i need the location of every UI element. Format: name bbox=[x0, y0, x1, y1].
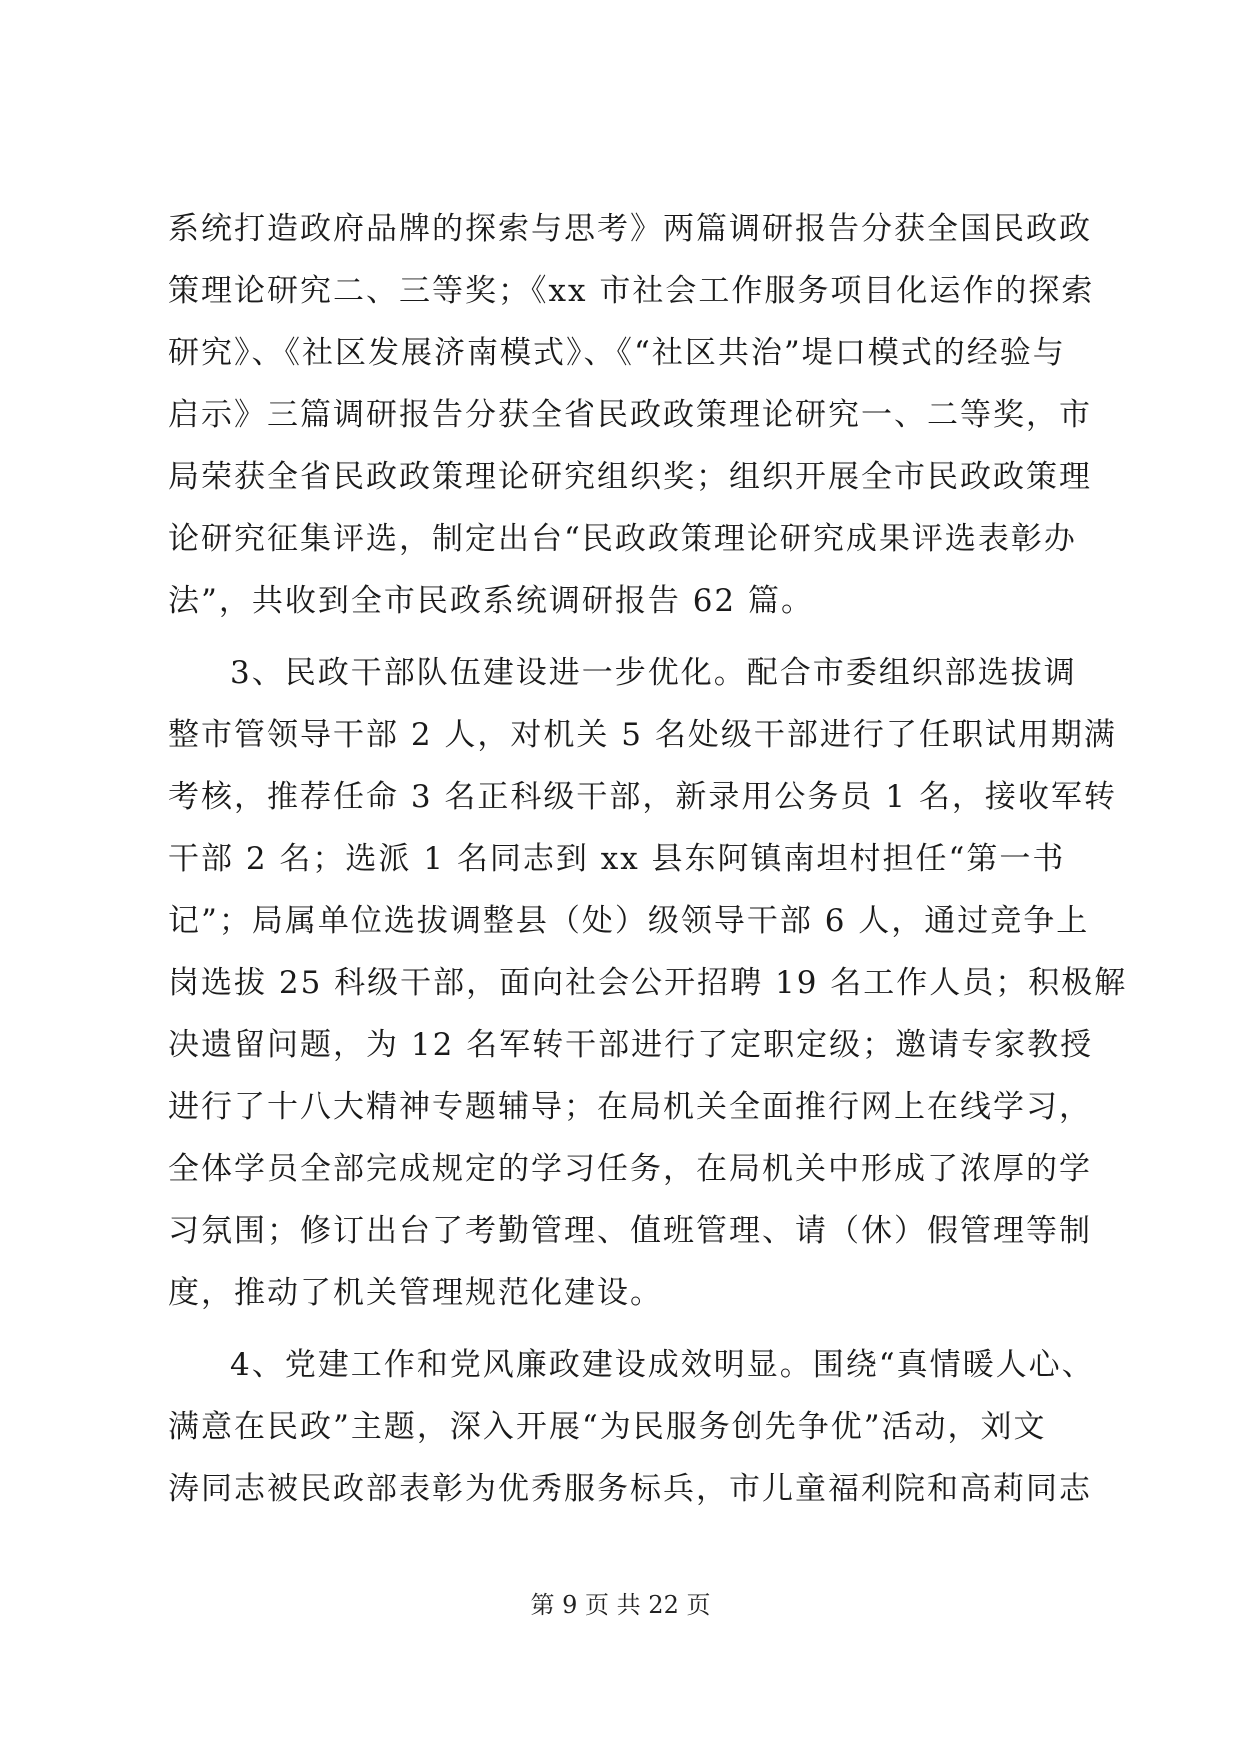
paragraph-4-start: 4、党建工作和党风廉政建设成效明显。围绕“真情暖人心、 bbox=[230, 1347, 1095, 1383]
paragraph-3-start: 3、民政干部队伍建设进一步优化。配合市委组织部选拔调 bbox=[230, 655, 1077, 691]
text-line: 岗选拔 25 科级干部，面向社会公开招聘 19 名工作人员；积极解 bbox=[168, 965, 1128, 1001]
text-line: 决遗留问题，为 12 名军转干部进行了定职定级；邀请专家教授 bbox=[168, 1027, 1094, 1063]
text-line: 研究》、《社区发展济南模式》、《“社区共治”堤口模式的经验与 bbox=[168, 335, 1066, 371]
text-line: 全体学员全部完成规定的学习任务，在局机关中形成了浓厚的学 bbox=[168, 1151, 1092, 1187]
text-line: 系统打造政府品牌的探索与思考》两篇调研报告分获全国民政政 bbox=[168, 211, 1092, 247]
text-line: 满意在民政”主题，深入开展“为民服务创先争优”活动，刘文 bbox=[168, 1409, 1047, 1445]
page-number-footer: 第 9 页 共 22 页 bbox=[530, 1591, 711, 1619]
text-line: 考核，推荐任命 3 名正科级干部，新录用公务员 1 名，接收军转 bbox=[168, 779, 1117, 815]
text-line: 局荣获全省民政政策理论研究组织奖；组织开展全市民政政策理 bbox=[168, 459, 1092, 495]
text-line: 习氛围；修订出台了考勤管理、值班管理、请（休）假管理等制 bbox=[168, 1213, 1092, 1249]
text-line: 整市管领导干部 2 人，对机关 5 名处级干部进行了任职试用期满 bbox=[168, 717, 1117, 753]
text-line: 涛同志被民政部表彰为优秀服务标兵，市儿童福利院和高莉同志 bbox=[168, 1471, 1092, 1507]
body-text bbox=[168, 198, 1128, 1520]
text-line: 进行了十八大精神专题辅导；在局机关全面推行网上在线学习， bbox=[168, 1089, 1092, 1125]
text-line: 论研究征集评选，制定出台“民政政策理论研究成果评选表彰办 bbox=[168, 521, 1077, 557]
text-line: 度，推动了机关管理规范化建设。 bbox=[168, 1275, 663, 1311]
text-line: 启示》三篇调研报告分获全省民政政策理论研究一、二等奖，市 bbox=[168, 397, 1092, 433]
text-line: 记”；局属单位选拔调整县（处）级领导干部 6 人，通过竞争上 bbox=[168, 903, 1090, 939]
text-line: 策理论研究二、三等奖；《xx 市社会工作服务项目化运作的探索 bbox=[168, 273, 1095, 309]
text-line: 法”，共收到全市民政系统调研报告 62 篇。 bbox=[168, 583, 815, 619]
text-line: 干部 2 名；选派 1 名同志到 xx 县东阿镇南坦村担任“第一书 bbox=[168, 841, 1066, 877]
